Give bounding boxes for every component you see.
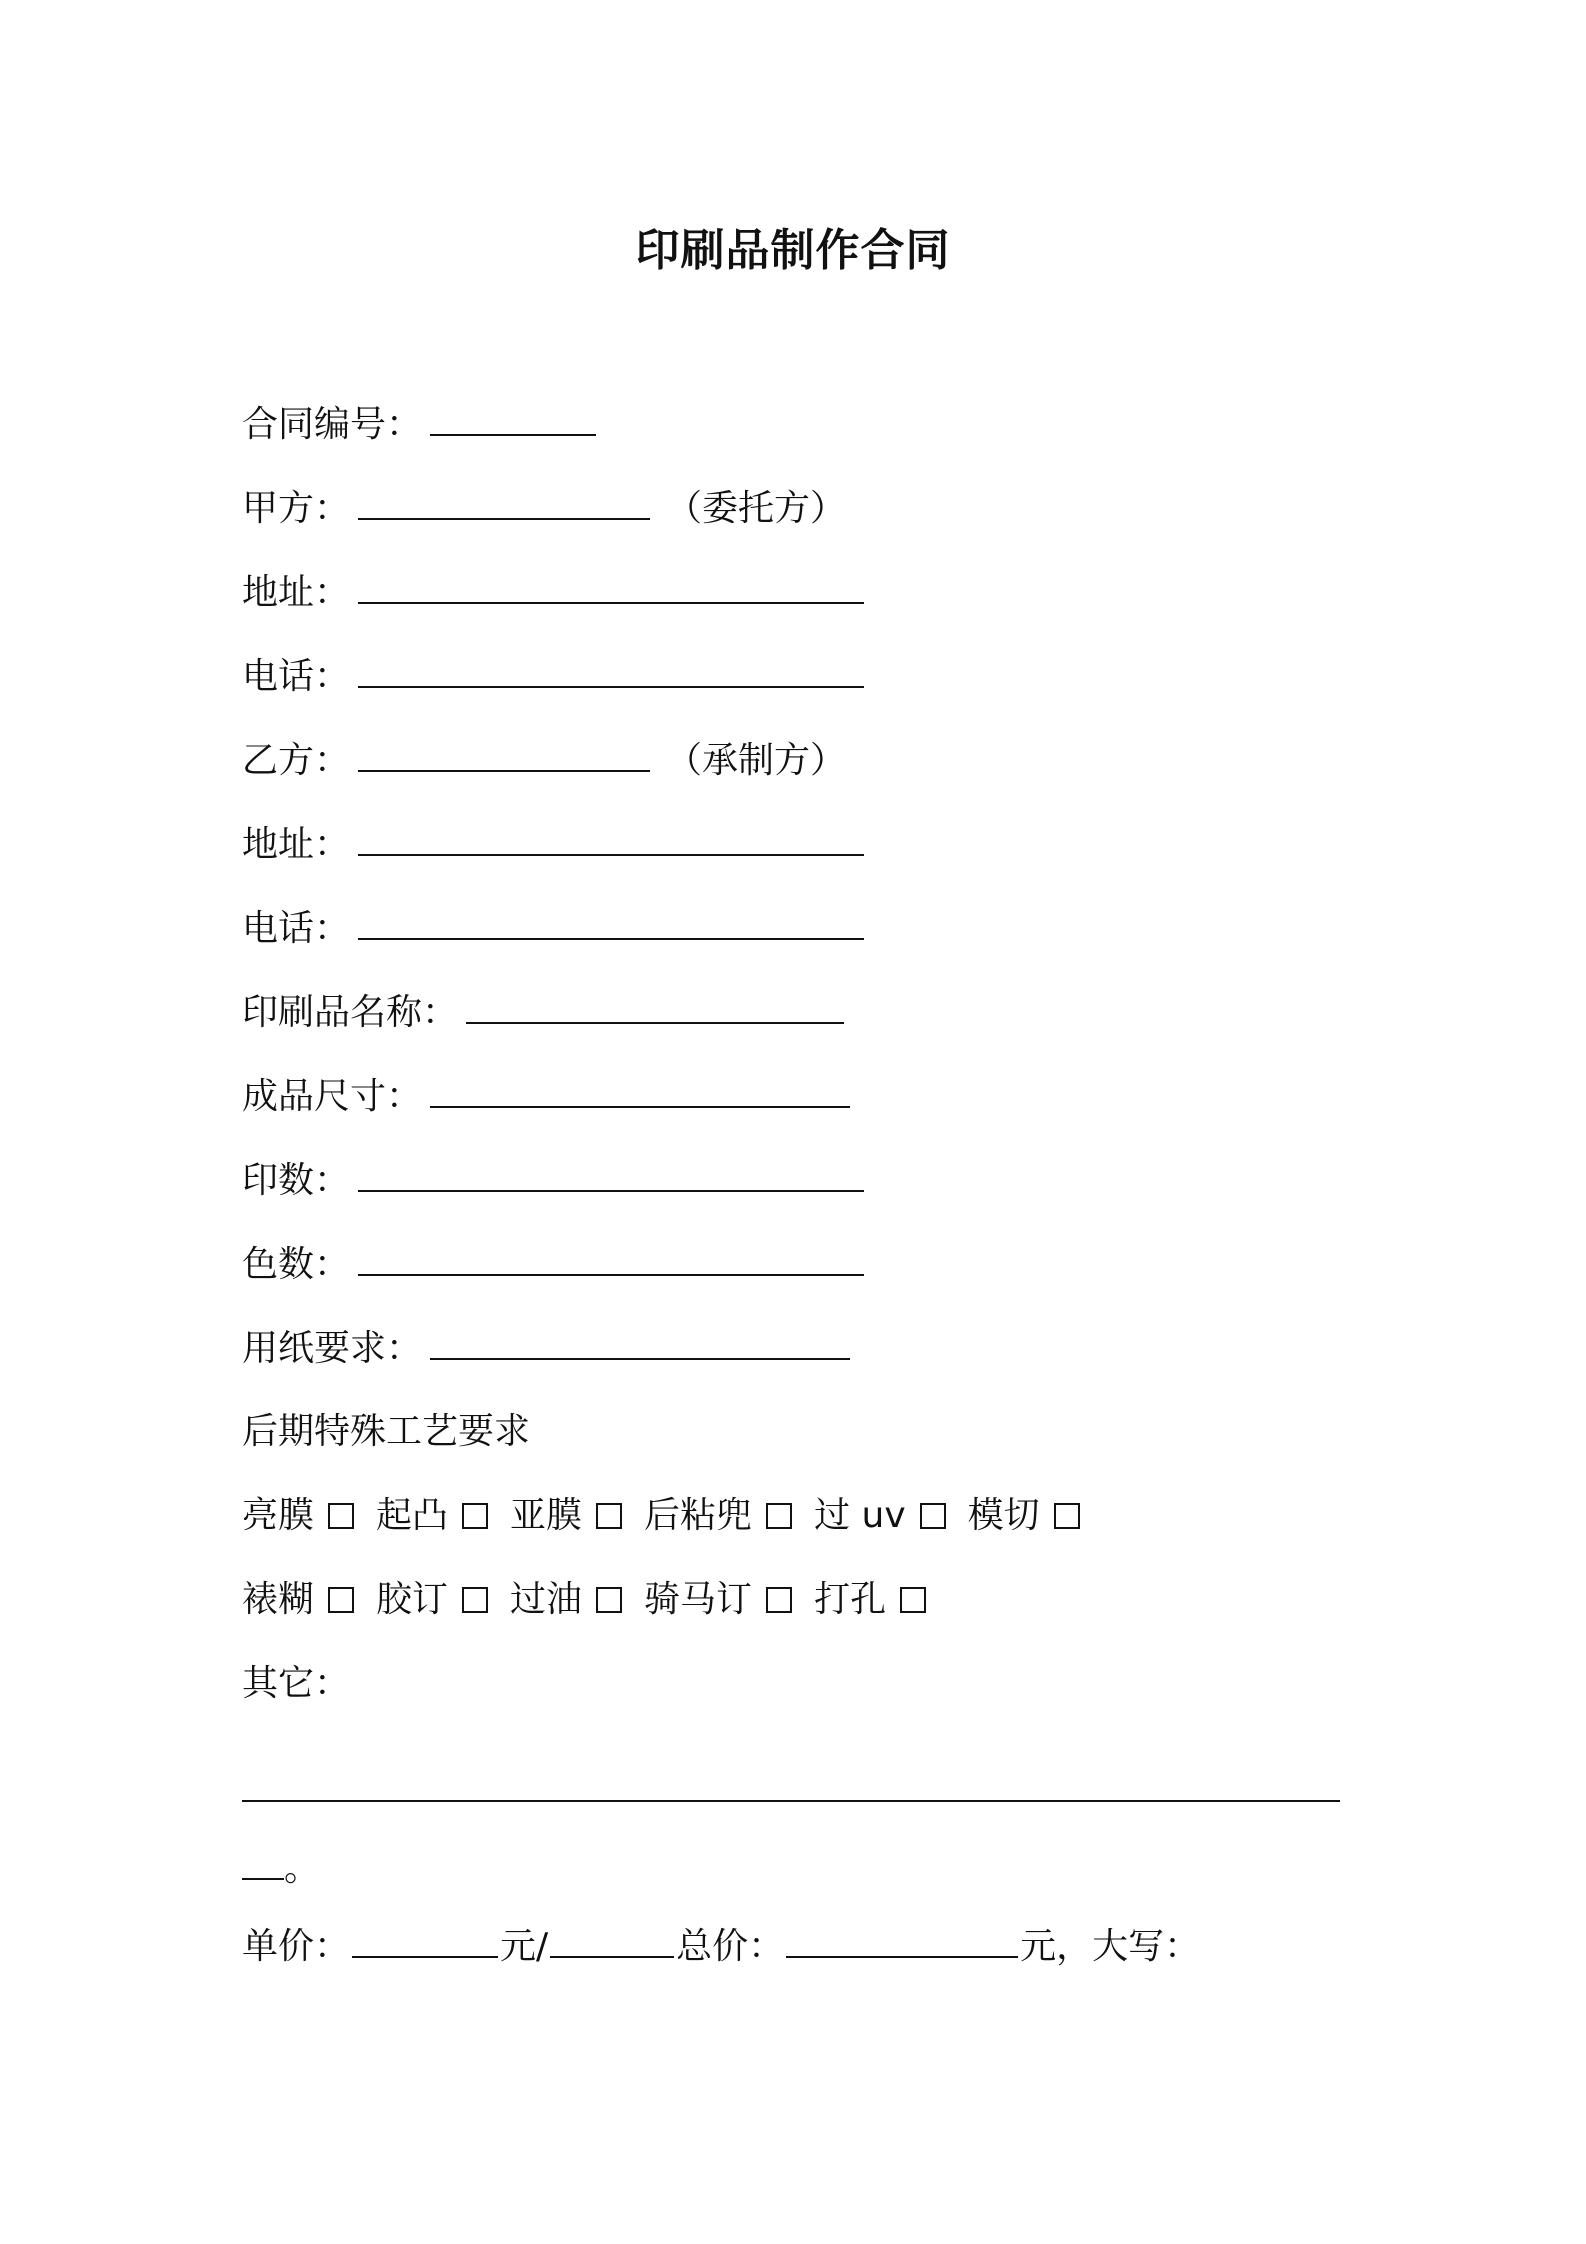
option-checkbox[interactable]	[596, 1503, 622, 1529]
contract-number-label: 合同编号：	[242, 404, 423, 445]
option-label: 起凸	[376, 1495, 449, 1536]
option-checkbox[interactable]	[920, 1503, 946, 1529]
party-a-phone-blank[interactable]	[358, 648, 864, 688]
option-label: 过油	[510, 1579, 583, 1620]
option-label: 模切	[967, 1495, 1040, 1536]
other-blank-tail[interactable]	[242, 1840, 284, 1880]
option-label: 打孔	[814, 1579, 887, 1620]
option-checkbox[interactable]	[900, 1587, 926, 1613]
paper-blank[interactable]	[430, 1320, 850, 1360]
option-label: 裱糊	[242, 1579, 315, 1620]
party-b-address-row	[242, 816, 866, 872]
total-price-blank[interactable]	[786, 1918, 1018, 1958]
options-row-1	[242, 1488, 1102, 1544]
unit-yuan-label: 元/	[500, 1926, 549, 1967]
party-a-phone-row	[242, 648, 866, 704]
total-price-label: 总价：	[676, 1926, 785, 1967]
party-a-note: （委托方）	[666, 488, 847, 529]
party-b-address-blank[interactable]	[358, 816, 864, 856]
post-process-heading: 后期特殊工艺要求	[242, 1411, 531, 1452]
option-label: 骑马订	[644, 1579, 753, 1620]
party-b-blank[interactable]	[358, 732, 650, 772]
party-a-address-blank[interactable]	[358, 564, 864, 604]
price-row	[242, 1918, 1200, 1974]
option-checkbox[interactable]	[1054, 1503, 1080, 1529]
option-label: 胶订	[376, 1579, 449, 1620]
party-a-address-row	[242, 564, 866, 620]
other-end-mark: 。	[284, 1848, 321, 1889]
party-b-row	[242, 732, 846, 788]
quantity-label: 印数：	[242, 1160, 351, 1201]
document-title: 印刷品制作合同	[635, 225, 951, 276]
party-b-phone-blank[interactable]	[358, 900, 864, 940]
party-b-note: （承制方）	[666, 740, 847, 781]
other-end-row	[242, 1840, 320, 1896]
size-blank[interactable]	[430, 1068, 850, 1108]
party-b-address-label: 地址：	[242, 824, 351, 865]
print-name-label: 印刷品名称：	[242, 992, 459, 1033]
other-blank[interactable]	[242, 1762, 1340, 1802]
option-label: 亮膜	[242, 1495, 315, 1536]
colors-label: 色数：	[242, 1244, 351, 1285]
option-checkbox[interactable]	[596, 1587, 622, 1613]
contract-number-row	[242, 396, 598, 452]
option-checkbox[interactable]	[766, 1503, 792, 1529]
unit-measure-blank[interactable]	[550, 1918, 674, 1958]
paper-label: 用纸要求：	[242, 1328, 423, 1369]
total-yuan-label: 元，大写：	[1020, 1926, 1201, 1967]
contract-number-blank[interactable]	[430, 396, 596, 436]
party-a-label: 甲方：	[242, 488, 351, 529]
option-checkbox[interactable]	[328, 1587, 354, 1613]
party-b-label: 乙方：	[242, 740, 351, 781]
print-name-blank[interactable]	[466, 984, 844, 1024]
size-label: 成品尺寸：	[242, 1076, 423, 1117]
party-a-address-label: 地址：	[242, 572, 351, 613]
party-a-blank[interactable]	[358, 480, 650, 520]
size-row	[242, 1068, 852, 1124]
paper-row	[242, 1320, 852, 1376]
option-checkbox[interactable]	[462, 1503, 488, 1529]
party-b-phone-row	[242, 900, 866, 956]
option-checkbox[interactable]	[766, 1587, 792, 1613]
colors-row	[242, 1236, 866, 1292]
option-label: 过 uv	[814, 1495, 906, 1536]
options-row-2	[242, 1572, 948, 1628]
party-a-row	[242, 480, 846, 536]
option-checkbox[interactable]	[462, 1587, 488, 1613]
quantity-blank[interactable]	[358, 1152, 864, 1192]
option-checkbox[interactable]	[328, 1503, 354, 1529]
option-label: 后粘兜	[644, 1495, 753, 1536]
unit-price-blank[interactable]	[352, 1918, 498, 1958]
party-a-phone-label: 电话：	[242, 656, 351, 697]
quantity-row	[242, 1152, 866, 1208]
other-label: 其它：	[242, 1663, 351, 1704]
option-label: 亚膜	[510, 1495, 583, 1536]
colors-blank[interactable]	[358, 1236, 864, 1276]
party-b-phone-label: 电话：	[242, 908, 351, 949]
other-row	[242, 1762, 1340, 1818]
print-name-row	[242, 984, 846, 1040]
unit-price-label: 单价：	[242, 1926, 351, 1967]
